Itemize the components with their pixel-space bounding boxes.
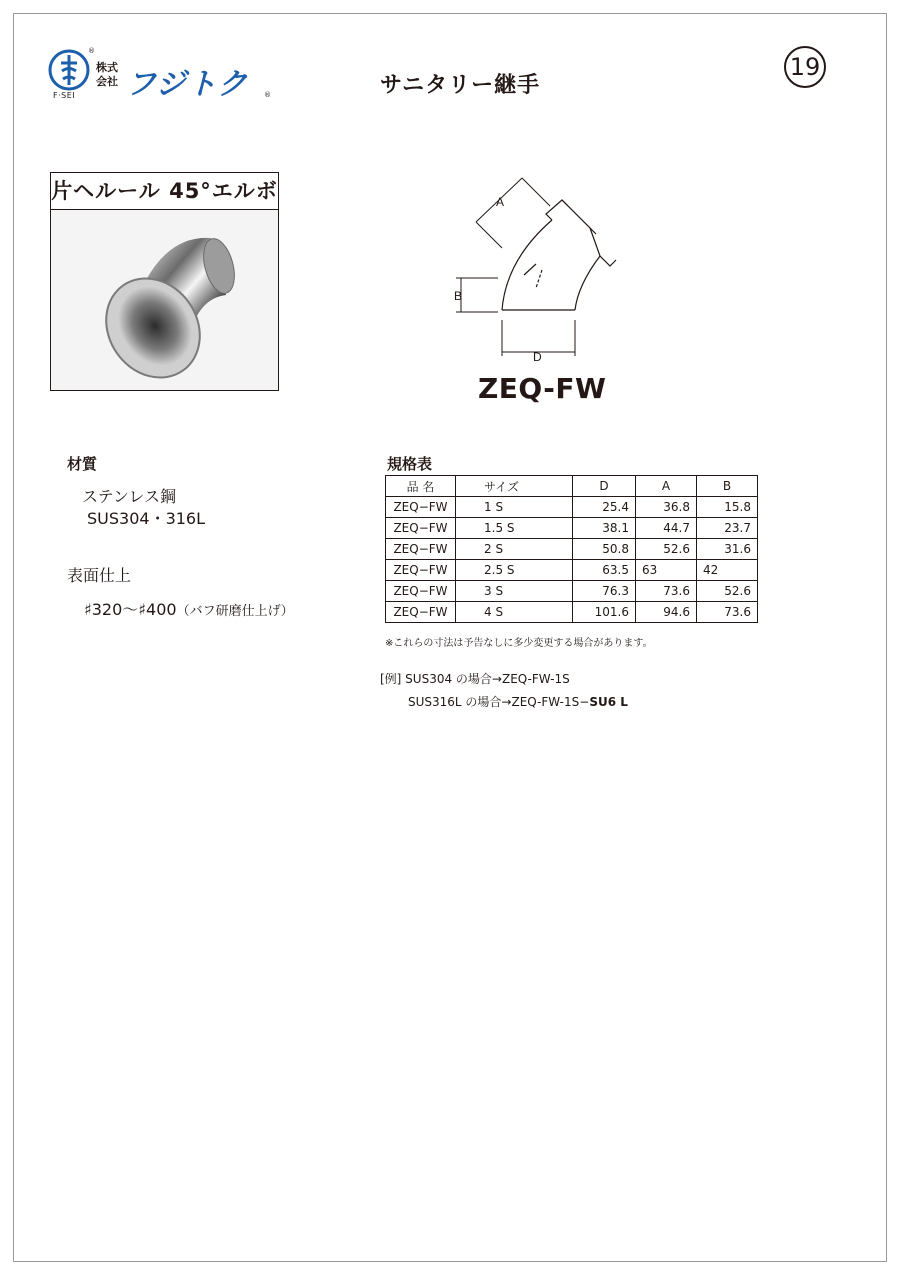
registered-mark: ®: [88, 47, 95, 55]
cell-a: 73.6: [636, 581, 697, 602]
material-value: ステンレス鋼: [82, 487, 177, 506]
finish-grit: ♯320〜♯400: [84, 600, 177, 619]
table-row: [386, 518, 758, 539]
cell-size: 1 S: [456, 497, 573, 518]
fsei-logo-icon: [48, 49, 90, 91]
example-line-2-prefix: SUS316L の場合→ZEQ-FW-1S−: [408, 695, 590, 709]
finish-value: [84, 597, 294, 620]
table-row: [386, 497, 758, 518]
cell-a: 63: [636, 560, 697, 581]
cell-size: 1.5 S: [456, 518, 573, 539]
product-card: [50, 172, 279, 391]
logo-mark-text: F·SEI: [53, 91, 76, 100]
header-a: A: [636, 476, 697, 497]
finish-note: （バフ研磨仕上げ）: [176, 604, 294, 619]
header-d: D: [573, 476, 636, 497]
cell-name: ZEQ−FW: [386, 602, 456, 623]
cell-b: 15.8: [697, 497, 758, 518]
table-row: [386, 539, 758, 560]
material-label: 材質: [67, 455, 98, 473]
cell-a: 36.8: [636, 497, 697, 518]
cell-d: 50.8: [573, 539, 636, 560]
page-number: 19: [784, 46, 826, 88]
cell-d: 25.4: [573, 497, 636, 518]
material-grades: SUS304・316L: [87, 509, 206, 528]
dim-label-b: B: [454, 289, 463, 303]
spec-note: ※これらの寸法は予告なしに多少変更する場合があります。: [385, 638, 653, 649]
model-number: ZEQ-FW: [478, 372, 607, 405]
company-prefix: 株式会社: [96, 61, 118, 88]
cell-name: ZEQ−FW: [386, 539, 456, 560]
cell-size: 4 S: [456, 602, 573, 623]
company-name: フジトク: [126, 67, 249, 102]
registered-mark: ®: [264, 91, 271, 99]
cell-size: 2.5 S: [456, 560, 573, 581]
spec-table-title: 規格表: [387, 455, 433, 473]
cell-b: 52.6: [697, 581, 758, 602]
table-header-row: [386, 476, 758, 497]
cell-b: 42: [697, 560, 758, 581]
finish-label: 表面仕上: [67, 566, 132, 585]
table-row: [386, 602, 758, 623]
cell-d: 38.1: [573, 518, 636, 539]
cell-name: ZEQ−FW: [386, 518, 456, 539]
dim-label-d: D: [533, 350, 542, 364]
spec-table: [385, 475, 758, 623]
page-title: サニタリー継手: [380, 73, 541, 98]
example-line-2-suffix: SU6 L: [589, 695, 628, 709]
cell-b: 23.7: [697, 518, 758, 539]
example-line-2: [408, 693, 628, 710]
cell-name: ZEQ−FW: [386, 581, 456, 602]
cell-size: 2 S: [456, 539, 573, 560]
cell-b: 73.6: [697, 602, 758, 623]
cell-d: 63.5: [573, 560, 636, 581]
dim-label-a: A: [496, 195, 505, 209]
header-size: サイズ: [456, 476, 573, 497]
product-photo: [51, 210, 278, 390]
cell-size: 3 S: [456, 581, 573, 602]
example-line-1: [例] SUS304 の場合→ZEQ-FW-1S: [380, 672, 570, 686]
company-logo: [48, 47, 278, 107]
cell-a: 44.7: [636, 518, 697, 539]
table-row: [386, 560, 758, 581]
cell-a: 94.6: [636, 602, 697, 623]
product-title: 片ヘルール 45°エルボ: [51, 173, 278, 210]
table-row: [386, 581, 758, 602]
cell-d: 101.6: [573, 602, 636, 623]
cell-a: 52.6: [636, 539, 697, 560]
header-b: B: [697, 476, 758, 497]
cell-d: 76.3: [573, 581, 636, 602]
cell-name: ZEQ−FW: [386, 560, 456, 581]
dimension-drawing: [440, 170, 640, 370]
header-name: 品 名: [386, 476, 456, 497]
cell-name: ZEQ−FW: [386, 497, 456, 518]
cell-b: 31.6: [697, 539, 758, 560]
